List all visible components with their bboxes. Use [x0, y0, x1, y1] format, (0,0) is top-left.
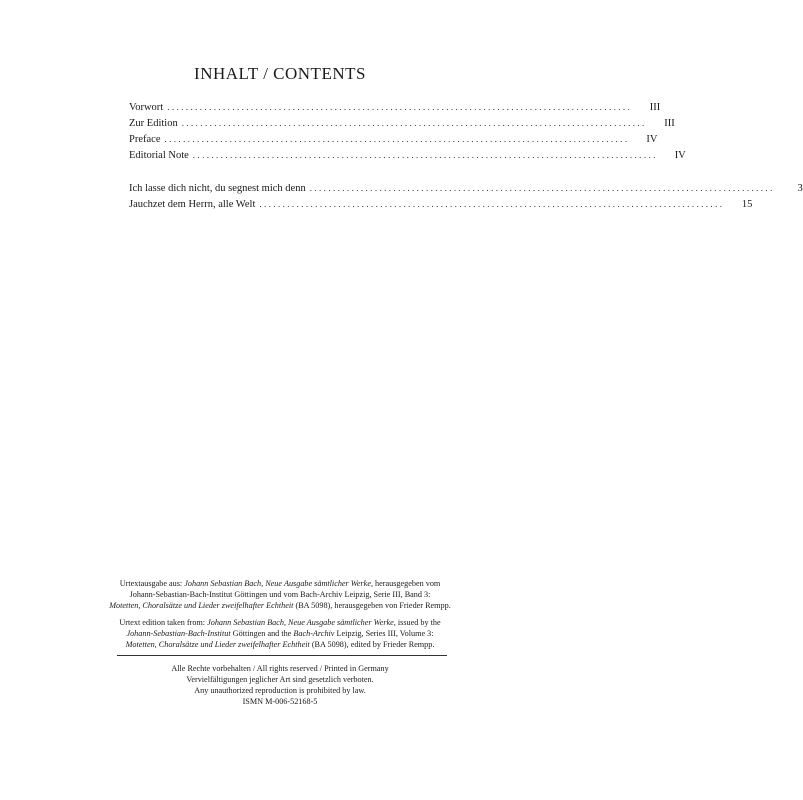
credit-line — [82, 600, 478, 611]
credit-line — [82, 628, 478, 639]
credit-text: (BA 5098), herausgegeben von Frieder Rempp. — [293, 601, 451, 610]
toc-works — [129, 180, 803, 212]
toc-entry — [129, 131, 658, 147]
dot-leader: .................................................................................................... — [164, 134, 630, 144]
toc-entry-page: 3 — [797, 183, 803, 194]
ismn-number: ISMN M-006-52168-5 — [242, 697, 318, 706]
toc-entry — [129, 115, 675, 131]
credit-title: Motetten, Choralsätze und Lieder zweifelhafter Echtheit — [109, 601, 294, 610]
credit-text: Urtextausgabe aus: — [119, 579, 185, 588]
toc-entry-page: IV — [674, 150, 686, 161]
credit-text: Johann-Sebastian-Bach-Institut Göttingen und vom Bach-Archiv Leipzig, Serie III, Band 3: — [129, 590, 431, 599]
credit-title: Johann Sebastian Bach, Neue Ausgabe sämtlicher Werke, — [184, 579, 373, 588]
dot-leader: .................................................................................................... — [192, 150, 658, 160]
credit-line — [82, 617, 478, 628]
credit-line — [82, 589, 478, 600]
source-credit-english — [82, 617, 478, 650]
rights-line: Alle Rechte vorbehalten / All rights reserved / Printed in Germany — [171, 664, 389, 673]
credit-text: Urtext edition taken from: — [119, 618, 208, 627]
toc-entry-title: Vorwort — [129, 102, 164, 113]
credit-text: Göttingen and the — [230, 629, 294, 638]
toc-entry-page: 15 — [741, 199, 753, 210]
toc-entry-page: III — [649, 102, 661, 113]
rights-line: Vervielfältigungen jeglicher Art sind gesetzlich verboten. — [186, 675, 374, 684]
credit-archive: Bach-Archiv — [293, 629, 335, 638]
toc-entry-title: Zur Edition — [129, 118, 178, 129]
toc-entry-title: Preface — [129, 134, 161, 145]
toc-entry-title: Jauchzet dem Herrn, alle Welt — [129, 199, 256, 210]
toc-entry-page: III — [664, 118, 675, 129]
toc-entry — [129, 147, 686, 163]
credit-line — [82, 639, 478, 650]
credit-title: Johann Sebastian Bach, Neue Ausgabe sämtlicher Werke, — [207, 618, 396, 627]
toc-entry — [129, 99, 661, 115]
dot-leader: .................................................................................................... — [181, 118, 647, 128]
rights-notice — [0, 663, 560, 707]
credit-line — [82, 578, 478, 589]
toc-front-matter — [129, 99, 686, 163]
credit-text: (BA 5098), edited by Frieder Rempp. — [309, 640, 435, 649]
credit-institute: Johann-Sebastian-Bach-Institut — [126, 629, 231, 638]
credit-text: herausgegeben vom — [373, 579, 441, 588]
toc-entry-page: IV — [646, 134, 658, 145]
toc-entry-title: Editorial Note — [129, 150, 189, 161]
toc-entry — [129, 196, 753, 212]
credit-text: issued by the — [395, 618, 441, 627]
rights-line: Any unauthorized reproduction is prohibited by law. — [194, 686, 366, 695]
page-title: INHALT / CONTENTS — [194, 64, 366, 83]
credit-title: Motetten, Choralsätze und Lieder zweifelhafter Echtheit — [125, 640, 310, 649]
toc-entry-title: Ich lasse dich nicht, du segnest mich denn — [129, 183, 306, 194]
credit-text: Leipzig, Series III, Volume 3: — [334, 629, 434, 638]
divider-rule — [117, 655, 447, 656]
source-credit-german — [82, 578, 478, 611]
dot-leader: .................................................................................................... — [167, 102, 633, 112]
dot-leader: .................................................................................................... — [309, 183, 775, 193]
toc-entry — [129, 180, 803, 196]
dot-leader: .................................................................................................... — [259, 199, 725, 209]
